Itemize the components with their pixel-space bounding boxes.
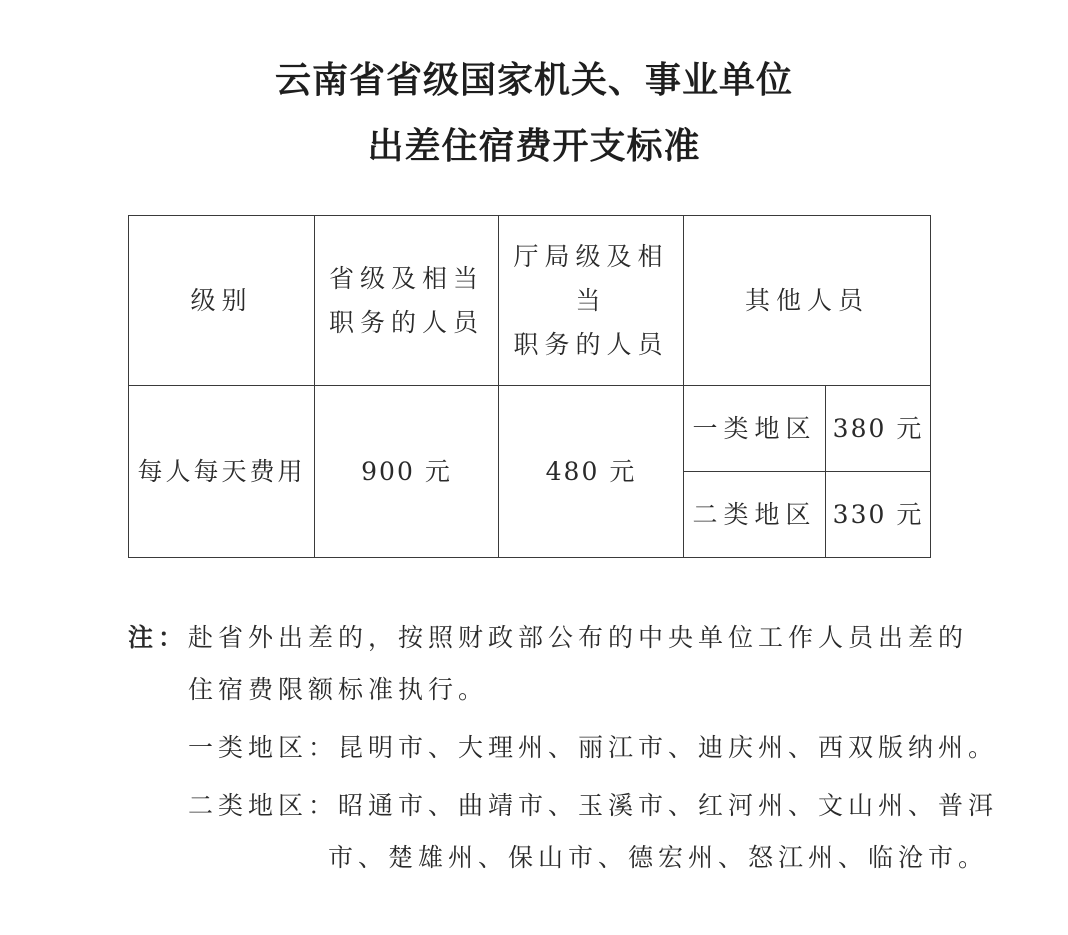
accommodation-rate-table (128, 215, 931, 558)
cell-region1-value (826, 386, 931, 472)
header-others (684, 216, 931, 386)
cell-region1-label (684, 386, 826, 472)
region2-value-text: 330 元 (832, 499, 924, 529)
document-title-line1: 云南省省级国家机关、事业单位 (274, 60, 793, 101)
header-bureau (499, 216, 684, 386)
region2-label-text: 二类地区 (692, 499, 817, 529)
notes-line1: 赴省外出差的，按照财政部公布的中央单位工作人员出差的 (188, 623, 969, 652)
region1-value-text: 380 元 (832, 413, 924, 443)
provincial-value-text: 900 元 (361, 456, 452, 486)
table-header-row (129, 216, 931, 386)
header-provincial (315, 216, 499, 386)
notes-region2-line1: 二类地区：昭通市、曲靖市、玉溪市、红河州、文山州、普洱 (188, 791, 999, 820)
header-level (129, 216, 315, 386)
header-level-text: 级别 (190, 285, 253, 315)
header-provincial-line2: 职务的人员 (328, 307, 484, 337)
document-title-line2: 出差住宿费开支标准 (367, 126, 701, 167)
row-label-daily-cost (129, 386, 315, 558)
header-provincial-line1: 省级及相当 (328, 263, 484, 293)
header-bureau-line1: 厅局级及相当 (513, 241, 669, 315)
row-label-text: 每人每天费用 (137, 456, 306, 486)
notes-region2-line2: 市、楚雄州、保山市、德宏州、怒江州、临沧市。 (328, 843, 989, 872)
notes-region1-line: 一类地区：昆明市、大理州、丽江市、迪庆州、西双版纳州。 (188, 733, 999, 762)
table-row (129, 386, 931, 472)
header-bureau-line2: 职务的人员 (513, 329, 669, 359)
notes-first-line (128, 618, 968, 654)
header-others-text: 其他人员 (745, 285, 870, 315)
cell-bureau-value (499, 386, 684, 558)
cell-region2-label (684, 472, 826, 558)
region1-label-text: 一类地区 (692, 413, 817, 443)
notes-label: 注： (128, 623, 189, 652)
notes-line2: 住宿费限额标准执行。 (188, 675, 489, 704)
bureau-value-text: 480 元 (545, 456, 637, 486)
cell-provincial-value (315, 386, 499, 558)
cell-region2-value (826, 472, 931, 558)
